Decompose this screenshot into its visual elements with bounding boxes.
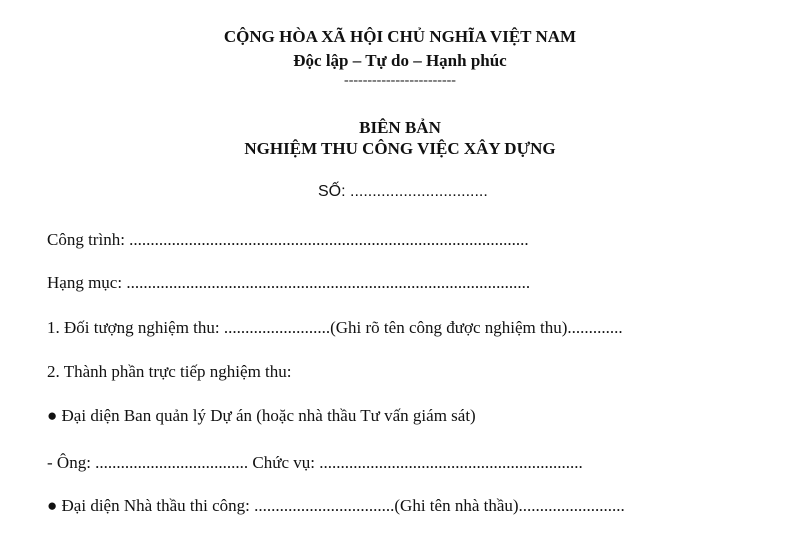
field-hang-muc: Hạng mục: ............................................................................................... (47, 273, 531, 292)
field-thanh-phan-nghiem-thu: 2. Thành phần trực tiếp nghiệm thu: (47, 362, 292, 381)
field-cong-trinh: Công trình: .............................................................................................. (47, 230, 529, 249)
field-doi-tuong-nghiem-thu: 1. Đối tượng nghiệm thu: .........................(Ghi rõ tên công được nghiệm thu)............. (47, 318, 623, 337)
header-separator: ------------------------ (344, 73, 456, 88)
field-dai-dien-nha-thau: ● Đại diện Nhà thầu thi công: .................................(Ghi tên nhà thầu)......................... (47, 496, 625, 515)
document-title-line2: NGHIỆM THU CÔNG VIỆC XÂY DỰNG (244, 139, 556, 158)
field-dai-dien-ban-quan-ly: ● Đại diện Ban quản lý Dự án (hoặc nhà thầu Tư vấn giám sát) (47, 406, 476, 425)
document-number-line: SỐ: ............................... (318, 183, 488, 200)
field-ong-chuc-vu: - Ông: .................................... Chức vụ: .............................................................. (47, 453, 583, 472)
national-title: CỘNG HÒA XÃ HỘI CHỦ NGHĨA VIỆT NAM (223, 27, 577, 46)
document-title-line1: BIÊN BẢN (359, 118, 441, 137)
national-motto: Độc lập – Tự do – Hạnh phúc (293, 51, 507, 70)
